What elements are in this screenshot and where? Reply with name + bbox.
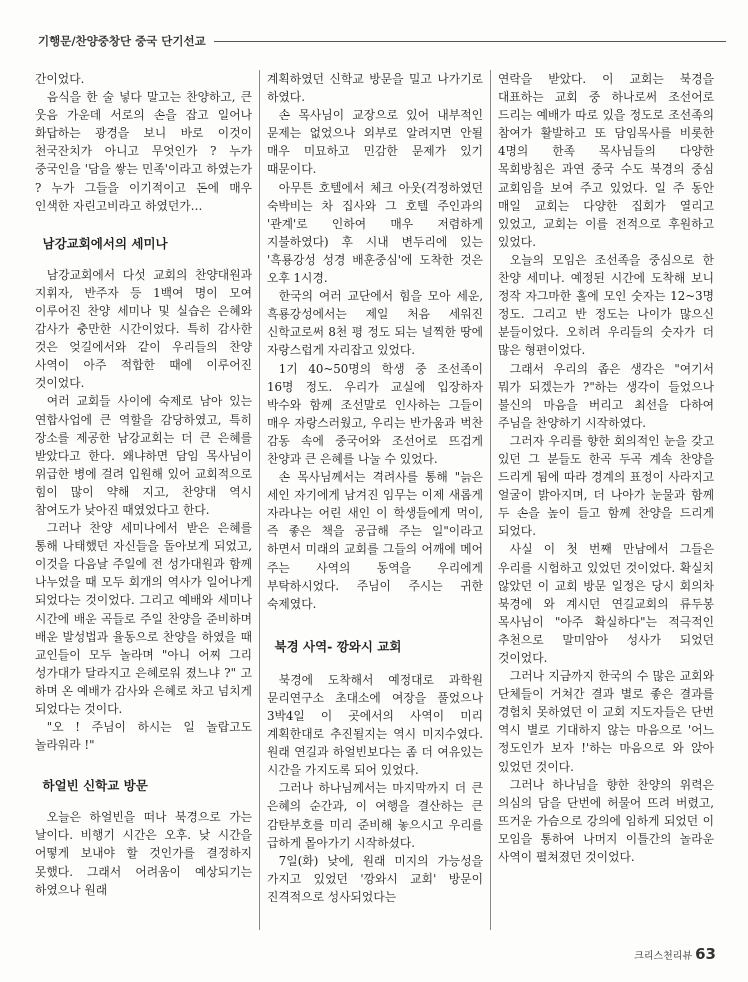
paragraph: 그러자 우리를 향한 회의적인 눈을 갖고 있던 그 분들도 한곡 두곡 계속 찬양을 드리게 됨에 따라 경계의 표정이 사라지고 얼굴이 밝아지며, 더 나아가 눈물과 함께 두 손을 높이 들고 함께 찬양을 드리게 되었다. [498,433,714,539]
paragraph: 그러나 찬양 세미나에서 받은 은혜를 통해 나태했던 자신들을 돌아보게 되었고, 이것을 다음날 주일에 전 성가대원과 함께 나누었을 때 모두 회개의 역사가 일어나게 되었다는 것이었다. 그리고 예배와 세미나 시간에 배운 곡들로 주일 찬양을 준비하며 배운 발성법과 율동으로 찬양을 하였을 때 교인들이 모두 놀라며 "아니 어찌 그리 성가대가 달라지고 은혜로워 졌느냐 ?" 고 하며 온 예배가 감사와 은혜로 차고 넘치게 되었다는 것이다. [35,521,252,716]
running-header [38,30,726,52]
paragraph: 그러나 지금까지 한국의 수 많은 교회와 단체들이 거쳐간 결과 별로 좋은 결과를 경험치 못하였던 이 교회 지도자들은 단번 역시 별로 기대하지 않는 마음으로 '어느 정도인가 보자 !'하는 마음으로 와 앉아 있었던 것이다. [498,669,714,774]
paragraph: 그래서 우리의 좁은 생각은 "여기서 뭐가 되겠는가 ?"하는 생각이 들었으나 불신의 마음을 버리고 최선을 다하여 주님을 찬양하기 시작하였다. [498,361,714,430]
section-heading-namgang: 남강교회에서의 세미나 [42,235,168,251]
page-footer [634,945,716,963]
paragraph: 계획하였던 신학교 방문을 밀고 나가기로 하였다. [267,72,483,105]
magazine-name: 크리스천리뷰 [634,951,693,962]
paragraph: 오늘은 하얼빈을 떠나 북경으로 가는 날이다. 비행기 시간은 오후. 낮 시간을 어떻게 보내야 할 것인가를 결정하지 못했다. 그래서 어려움이 예상되기는 하였으나 원래 [35,810,252,897]
paragraph: 음식을 한 술 넣다 말고는 찬양하고, 큰 웃음 가운데 서로의 손을 잡고 일어나 화답하는 광경을 보니 바로 이것이 천국잔치가 아니고 무엇인가 ? 누가 중국인을 '담을 쌓는 민족'이라고 하였는가 ? 누가 그들을 이기적이고 돈에 매우 인색한 자린고비라고 하였던가… [35,90,252,213]
header-rule [214,41,726,42]
paragraph: 연락을 받았다. 이 교회는 북경을 대표하는 교회 중 하나로써 조선어로 드리는 예배가 따로 있을 정도로 조선족의 참여가 활발하고 또 담임목사를 비롯한 4명의 한족 목사님들의 다양한 목회방침은 과연 중국 수도 북경의 중심 교회임을 보여 주고 있었다. 일 주 동안 매일 교회는 다양한 집회가 열리고 있었고, 교회는 이를 전적으로 후원하고 있었다. [498,72,714,249]
paragraph: 그러나 하나님을 향한 찬양의 위력은 의심의 담을 단번에 허물어 뜨려 버렸고, 뜨거운 가슴으로 강의에 임하게 되었던 이 모임을 통하여 나머지 이틀간의 놀라운 사역이 펼쳐졌던 것이었다. [498,777,714,865]
paragraph: 오늘의 모임은 조선족을 중심으로 한 찬양 세미나. 예정된 시간에 도착해 보니 정작 자그마한 홀에 모인 숫자는 12~3명 정도. 그리고 반 정도는 나이가 많으신 분들이었다. 오히려 우리들의 숫자가 더 많은 형편이었다. [498,252,714,358]
paragraph: 손 목사님께서는 격려사를 통해 "늙은 세인 자기에게 남겨진 임무는 이제 새롭게 자라나는 어린 새인 이 학생들에게 먹이, 즉 좋은 책을 공급해 주는 일"이라고 하면서 미래의 교회를 그들의 어깨에 메어 주는 사역의 동역을 우리에게 부탁하시었다. 주님이 주시는 귀한 숙제였다. [267,470,483,611]
paragraph: 북경에 도착해서 예정대로 과학원 문리연구소 초대소에 여장을 풀었으나 3박4일 이 곳에서의 사역이 미리 계획한대로 추진될지는 역시 미지수였다. 원래 연길과 하얼빈보다는 좀 더 여유있는 시간을 가지도록 되어 있었다. [267,672,483,778]
header-title: 기행문/찬양중창단 중국 단기선교 [38,34,206,48]
column-1 [28,70,259,930]
paragraph: 사실 이 첫 번째 만남에서 그들은 우리를 시험하고 있었던 것이었다. 확실치 않았던 이 교회 방문 일정은 당시 회의차 북경에 와 계시던 연길교회의 류두봉 목사님이 "아주 확실하다"는 적극적인 추천으로 말미암아 성사가 되었던 것이었다. [498,542,714,665]
column-3 [490,70,721,930]
paragraph: 그러나 하나님께서는 마지막까지 더 큰 은혜의 순간과, 이 여행을 결산하는 큰 감탄부호를 미리 준비해 놓으시고 우리를 급하게 몰아가기 시작하셨다. [267,781,483,850]
paragraph: 1기 40~50명의 학생 중 조선족이 16명 정도. 우리가 교실에 입장하자 박수와 함께 조선말로 인사하는 그들이 매우 자랑스러웠고, 우리는 반가움과 벅찬 감동 속에 중국어와 조선어로 뜨겁게 찬양과 큰 은혜를 나눌 수 있었다. [267,361,483,466]
paragraph: 아무튼 호텔에서 체크 아웃(걱정하였던 숙박비는 차 집사와 그 호텔 주인과의 '관계'로 인하여 매우 저렴하게 지불하였다) 후 시내 변두리에 있는 '흑룡강성 성경 배훈중심'에 도착한 것은 오후 1시경. [267,180,483,286]
paragraph: 여러 교회들 사이에 숙제로 남아 있는 연합사업에 큰 역할을 감당하였고, 특히 장소를 제공한 남강교회는 더 큰 은혜를 받았다고 한다. 왜냐하면 담임 목사님이 위급한 병에 걸려 입원해 있어 교회적으로 힘이 많이 약해 지고, 찬양대 역시 참여도가 낮아진 때였었다고 한다. [35,394,252,517]
paragraph: "오 ! 주님이 하시는 일 놀랍고도 놀라워라 !" [35,720,252,753]
section-heading-harbin: 하얼빈 신학교 방문 [42,778,148,794]
paragraph: 간이었다. [35,72,85,86]
paragraph: 남강교회에서 다섯 교회의 찬양대원과 지휘자, 반주자 등 1백여 명이 모여 이루어진 찬양 세미나 및 실습은 은혜와 감사가 충만한 시간이었다. 특히 감사한 것은 엊길에서와 같이 우리들의 찬양 사역이 아주 적합한 때에 이루어진 것이었다. [35,267,252,391]
page-number: 63 [695,945,716,963]
column-2 [259,70,490,930]
paragraph: 한국의 여러 교단에서 힘을 모아 세운, 흑룡강성에서는 제일 처음 세워진 신학교로써 8천 평 정도 되는 널찍한 땅에 자랑스럽게 자리잡고 있었다. [267,289,483,358]
article-body [28,70,722,930]
paragraph: 7일(화) 낮에, 원래 미지의 가능성을 가지고 있었던 '깡와시 교회' 방문이 진격적으로 성사되었다는 [267,853,483,904]
section-heading-beijing: 북경 사역- 깡와시 교회 [274,638,402,654]
paragraph: 손 목사님이 교장으로 있어 내부적인 문제는 없었으나 외부로 알려지면 안될 매우 미묘하고 민감한 문제가 있기 때문이다. [267,108,483,177]
